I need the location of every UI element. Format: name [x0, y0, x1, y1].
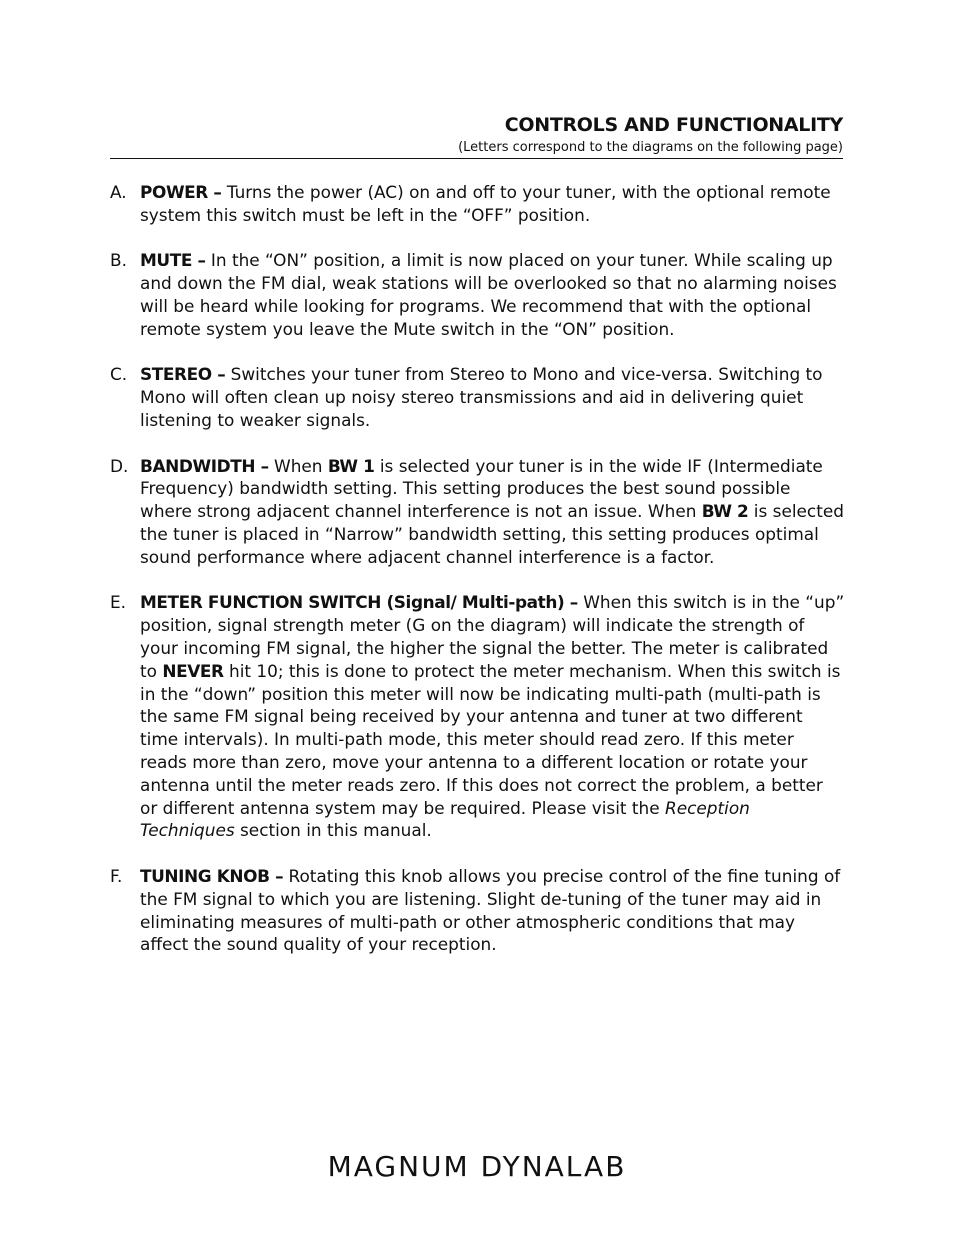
list-item-power — [110, 181, 845, 227]
page-header — [110, 112, 843, 157]
list-item-meter-function-switch — [110, 591, 845, 842]
reception-techniques-reference: Reception Techniques — [140, 797, 750, 841]
list-item-bandwidth — [110, 455, 845, 569]
item-text: Turns the power (AC) on and off to your tuner, with the optional remote system this switch must be left in the “OFF” position. — [140, 182, 831, 225]
item-text: When — [268, 455, 328, 476]
item-text: hit 10; this is done to protect the meter mechanism. When this switch is in the “down” position this meter will now be indicating multi-path (multi-path is the same FM signal being received by your antenna and tuner at two different time intervals). In multi-path mode, this meter should read zero. If this meter reads more than zero, move your antenna to a different location or rotate your antenna until the meter reads zero. If this does not correct the problem, a better or different antenna system may be required. Please visit the — [140, 660, 841, 818]
list-item-tuning-knob — [110, 865, 845, 956]
item-term: TUNING KNOB – — [140, 865, 284, 886]
item-term: STEREO – — [140, 364, 226, 385]
item-text: section in this manual. — [234, 820, 432, 841]
item-term: MUTE – — [140, 250, 206, 271]
item-letter: E. — [110, 592, 127, 613]
item-term: BANDWIDTH – — [140, 455, 269, 476]
controls-list — [110, 181, 845, 979]
item-text: is selected the tuner is placed in “Narrow” bandwidth setting, this setting produces optimal sound performance where adjacent channel interference is a factor. — [140, 501, 844, 567]
item-text: Switches your tuner from Stereo to Mono and vice-versa. Switching to Mono will often clean up noisy stereo transmissions and aid in delivering quiet listening to weaker signals. — [140, 364, 823, 430]
brand-logo: MAGNUM DYNALAB — [327, 1150, 627, 1183]
item-text: is selected your tuner is in the wide IF (Intermediate Frequency) bandwidth setting. This setting produces the best sound possible where strong adjacent channel interference is not an issue. When — [140, 455, 823, 522]
page-subtitle: (Letters correspond to the diagrams on the following page) — [458, 140, 843, 155]
list-item-stereo — [110, 363, 845, 431]
item-term: POWER – — [140, 182, 222, 202]
list-item-mute — [110, 249, 845, 340]
item-term: METER FUNCTION SWITCH (Signal/ Multi-path) – — [140, 592, 578, 613]
bw1-label: BW 1 — [327, 455, 375, 476]
item-letter: A. — [110, 182, 127, 202]
header-divider — [110, 158, 843, 159]
item-letter: D. — [110, 455, 129, 476]
page-title: CONTROLS AND FUNCTIONALITY — [504, 114, 843, 136]
item-text: Rotating this knob allows you precise control of the fine tuning of the FM signal to which you are listening. Slight de-tuning of the tuner may aid in eliminating measures of multi-path or other atmospheric conditions that may affect the sound quality of your reception. — [140, 865, 841, 955]
item-letter: C. — [110, 364, 128, 385]
item-letter: B. — [110, 250, 127, 271]
item-text: When this switch is in the “up” position, signal strength meter (G on the diagram) will indicate the strength of your incoming FM signal, the higher the signal the better. The meter is calibrated to — [140, 592, 845, 681]
bw2-label: BW 2 — [701, 501, 749, 522]
item-letter: F. — [110, 865, 123, 886]
item-text: In the “ON” position, a limit is now placed on your tuner. While scaling up and down the FM dial, weak stations will be overlooked so that no alarming noises will be heard while looking for programs. We recommend that with the optional remote system you leave the Mute switch in the “ON” position. — [140, 250, 837, 339]
never-emphasis: NEVER — [162, 660, 224, 681]
